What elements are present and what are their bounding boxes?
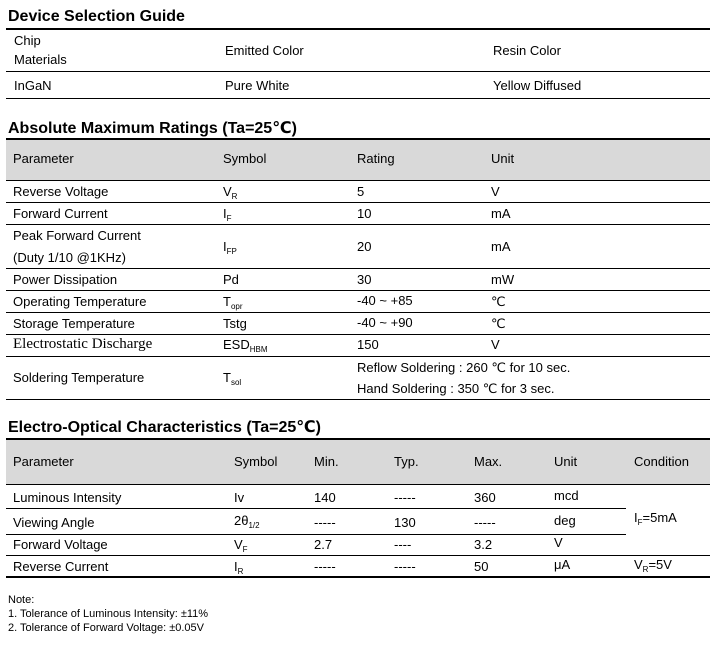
amr-symbol: $V_R$ [223,184,238,201]
amr-title: Absolute Maximum Ratings (Ta=25℃) [8,120,297,137]
table-rule [6,534,626,535]
amr-rating: 5 [357,184,365,199]
eo-unit: mcd [554,488,579,503]
eo-header-min: Min. [314,454,339,469]
amr-param: Forward Current [13,206,108,221]
table-rule [6,484,710,485]
eo-min: 140 [314,490,336,505]
amr-rating: -40 ~ +90 [357,315,413,330]
amr-rating: 150 [357,337,379,352]
eo-header-unit: Unit [554,454,578,469]
device-header-resin: Resin Color [493,43,561,58]
amr-symbol: $I_F$ [223,206,232,223]
eo-typ: ----- [394,559,416,574]
eo-header-condition: Condition [634,454,689,469]
eo-unit: deg [554,513,576,528]
eo-condition-vr: $V_R=5V$ [634,557,672,574]
amr-unit: mW [491,272,515,287]
amr-param: Electrostatic Discharge [13,336,153,352]
table-rule [6,555,710,556]
device-header-color: Emitted Color [225,43,304,58]
device-row-chip: InGaN [14,78,52,93]
eo-max: 360 [474,490,496,505]
eo-max: 50 [474,559,489,574]
table-rule [6,508,626,509]
amr-header-parameter: Parameter [13,151,74,166]
eo-header-parameter: Parameter [13,454,74,469]
amr-header-rating: Rating [357,151,395,166]
amr-symbol: Pd [223,272,239,287]
amr-param: Peak Forward Current [13,228,141,243]
amr-rating: 10 [357,206,372,221]
eo-min: ----- [314,559,336,574]
device-selection-title: Device Selection Guide [8,8,185,25]
eo-symbol: $I_R$ [234,559,244,576]
eo-condition-if: $I_F=5mA$ [634,510,677,527]
table-rule [6,71,710,72]
eo-header-typ: Typ. [394,454,419,469]
amr-unit: ℃ [491,316,506,331]
eo-header-max: Max. [474,454,503,469]
amr-unit: V [491,184,500,199]
amr-unit: V [491,337,500,352]
eo-typ: 130 [394,515,416,530]
amr-rating: Reflow Soldering : 260 ℃ for 10 sec. [357,360,571,375]
amr-param-note: (Duty 1/10 @1KHz) [13,250,126,265]
eo-max: ----- [474,515,496,530]
eo-min: ----- [314,515,336,530]
amr-rating: 30 [357,272,372,287]
eo-param: Viewing Angle [13,515,95,530]
eo-symbol: Iv [234,490,245,505]
eo-param: Luminous Intensity [13,490,122,505]
eo-unit: μA [554,557,571,572]
device-header-chip: Chip [14,33,41,48]
amr-symbol: $I_{FP}$ [223,239,237,256]
note-item: 1. Tolerance of Luminous Intensity: ±11% [8,608,209,620]
eo-symbol: $2\theta_{1/2}$ [234,513,260,530]
amr-param: Soldering Temperature [13,370,145,385]
eo-typ: ----- [394,490,416,505]
amr-param: Operating Temperature [13,294,147,309]
table-rule [6,224,710,225]
table-rule [6,356,710,357]
amr-header-unit: Unit [491,151,515,166]
eo-min: 2.7 [314,537,333,552]
eo-param: Reverse Current [13,559,109,574]
eo-max: 3.2 [474,537,493,552]
amr-rating: 20 [357,239,372,254]
table-rule [6,138,710,140]
eo-header-symbol: Symbol [234,454,278,469]
amr-header-symbol: Symbol [223,151,267,166]
amr-param: Reverse Voltage [13,184,109,199]
device-row-color: Pure White [225,78,290,93]
eo-typ: ---- [394,537,412,552]
amr-symbol: $ESD_{HBM}$ [223,337,268,354]
table-rule [6,399,710,400]
eo-param: Forward Voltage [13,537,108,552]
amr-unit: mA [491,239,511,254]
amr-symbol: Tstg [223,316,247,331]
device-header-materials: Materials [14,52,67,67]
amr-symbol: $T_{opr}$ [223,294,243,311]
amr-unit: mA [491,206,511,221]
table-rule [6,28,710,30]
table-rule [6,98,710,99]
eo-title: Electro-Optical Characteristics (Ta=25℃) [8,419,321,436]
table-rule [6,334,710,335]
table-rule [6,576,710,578]
amr-param: Storage Temperature [13,316,135,331]
amr-param: Power Dissipation [13,272,118,287]
amr-symbol: $T_{sol}$ [223,370,242,387]
device-row-resin: Yellow Diffused [493,78,582,93]
amr-rating: Hand Soldering : 350 ℃ for 3 sec. [357,381,555,396]
table-rule [6,268,710,269]
table-rule [6,180,710,181]
table-rule [6,202,710,203]
table-rule [6,290,710,291]
amr-unit: ℃ [491,294,506,309]
eo-symbol: $V_F$ [234,537,248,554]
eo-unit: V [554,535,563,550]
note-item: 2. Tolerance of Forward Voltage: ±0.05V [8,622,205,634]
notes-title: Note: [8,594,35,606]
eo-header-band [6,438,710,484]
amr-rating: -40 ~ +85 [357,293,413,308]
table-rule [6,438,710,440]
table-rule [6,312,710,313]
